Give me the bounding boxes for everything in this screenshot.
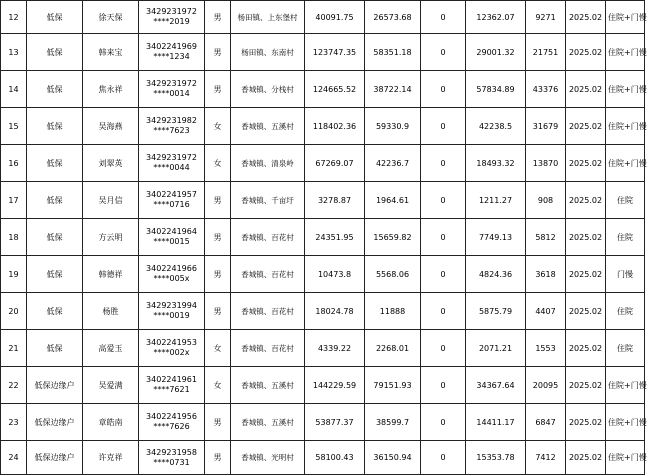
address-cell: 香城镇、分栈村 xyxy=(231,71,305,108)
person-name-cell: 吴月信 xyxy=(83,182,139,219)
id-number-suffix: ****7621 xyxy=(153,385,190,394)
gender-cell: 男 xyxy=(205,219,231,256)
other-paid-cell: 0 xyxy=(421,182,466,219)
insurance-paid-cell: 2268.01 xyxy=(365,330,421,367)
relief-amount-cell: 31679 xyxy=(526,108,566,145)
gender-cell: 男 xyxy=(205,34,231,71)
insurance-paid-cell: 42236.7 xyxy=(365,145,421,182)
self-paid-cell: 15353.78 xyxy=(466,441,526,475)
row-number-cell: 22 xyxy=(1,367,27,404)
relief-amount-cell: 4407 xyxy=(526,293,566,330)
row-number-cell: 15 xyxy=(1,108,27,145)
address-cell: 香城镇、百花村 xyxy=(231,330,305,367)
table-row xyxy=(1,367,645,404)
table-body xyxy=(1,1,645,475)
table-row xyxy=(1,256,645,293)
address-cell: 杨田镇、上东堡村 xyxy=(231,1,305,34)
gender-cell: 男 xyxy=(205,293,231,330)
month-cell: 2025.02 xyxy=(566,330,606,367)
self-paid-cell: 12362.07 xyxy=(466,1,526,34)
row-number-cell: 19 xyxy=(1,256,27,293)
id-number-cell xyxy=(139,293,205,330)
total-cost-cell: 144229.59 xyxy=(305,367,365,404)
relief-amount-cell: 20095 xyxy=(526,367,566,404)
self-paid-cell: 7749.13 xyxy=(466,219,526,256)
table-row xyxy=(1,404,645,441)
id-number-cell xyxy=(139,330,205,367)
insurance-paid-cell: 79151.93 xyxy=(365,367,421,404)
other-paid-cell: 0 xyxy=(421,108,466,145)
table-row xyxy=(1,441,645,475)
person-name-cell: 刘翠英 xyxy=(83,145,139,182)
category-cell: 低保 xyxy=(27,293,83,330)
relief-amount-cell: 9271 xyxy=(526,1,566,34)
self-paid-cell: 5875.79 xyxy=(466,293,526,330)
id-number-cell xyxy=(139,441,205,475)
insurance-paid-cell: 36150.94 xyxy=(365,441,421,475)
insurance-paid-cell: 38599.7 xyxy=(365,404,421,441)
relief-type-cell: 住院+门慢 xyxy=(606,34,645,71)
self-paid-cell: 14411.17 xyxy=(466,404,526,441)
person-name-cell: 高爱玉 xyxy=(83,330,139,367)
id-number-suffix: ****0731 xyxy=(153,457,190,467)
relief-amount-cell: 908 xyxy=(526,182,566,219)
id-number-prefix: 3402241966 xyxy=(146,264,197,273)
address-cell: 香城镇、百花村 xyxy=(231,219,305,256)
id-number-suffix: ****0019 xyxy=(153,311,190,320)
category-cell: 低保 xyxy=(27,330,83,367)
table-row xyxy=(1,330,645,367)
address-cell: 香城镇、五溪村 xyxy=(231,108,305,145)
relief-amount-cell: 5812 xyxy=(526,219,566,256)
month-cell: 2025.02 xyxy=(566,404,606,441)
id-number-cell xyxy=(139,404,205,441)
id-number-suffix: ****0716 xyxy=(153,200,190,209)
total-cost-cell: 24351.95 xyxy=(305,219,365,256)
table-row xyxy=(1,145,645,182)
month-cell: 2025.02 xyxy=(566,256,606,293)
gender-cell: 男 xyxy=(205,256,231,293)
month-cell: 2025.02 xyxy=(566,71,606,108)
other-paid-cell: 0 xyxy=(421,293,466,330)
category-cell: 低保 xyxy=(27,256,83,293)
id-number-prefix: 3429231982 xyxy=(146,116,197,125)
id-number-cell xyxy=(139,367,205,404)
address-cell: 香城镇、五溪村 xyxy=(231,367,305,404)
row-number-cell: 23 xyxy=(1,404,27,441)
relief-type-cell: 住院+门慢 xyxy=(606,71,645,108)
self-paid-cell: 29001.32 xyxy=(466,34,526,71)
id-number-cell xyxy=(139,219,205,256)
insurance-paid-cell: 1964.61 xyxy=(365,182,421,219)
relief-type-cell: 住院+门慢 xyxy=(606,108,645,145)
person-name-cell: 韩来宝 xyxy=(83,34,139,71)
gender-cell: 女 xyxy=(205,330,231,367)
gender-cell: 男 xyxy=(205,404,231,441)
person-name-cell: 韩德祥 xyxy=(83,256,139,293)
id-number-suffix: ****7623 xyxy=(153,126,190,135)
total-cost-cell: 10473.8 xyxy=(305,256,365,293)
relief-type-cell: 住院 xyxy=(606,182,645,219)
id-number-prefix: 3429231994 xyxy=(146,301,197,310)
id-number-prefix: 3402241964 xyxy=(146,227,197,236)
category-cell: 低保边缘户 xyxy=(27,404,83,441)
address-cell: 香城镇、千亩圩 xyxy=(231,182,305,219)
row-number-cell: 14 xyxy=(1,71,27,108)
insurance-paid-cell: 11888 xyxy=(365,293,421,330)
address-cell: 香城镇、百花村 xyxy=(231,256,305,293)
id-number-suffix: ****0014 xyxy=(153,89,190,98)
row-number-cell: 12 xyxy=(1,1,27,34)
month-cell: 2025.02 xyxy=(566,34,606,71)
other-paid-cell: 0 xyxy=(421,404,466,441)
address-cell: 香城镇、五溪村 xyxy=(231,404,305,441)
gender-cell: 女 xyxy=(205,367,231,404)
category-cell: 低保 xyxy=(27,145,83,182)
relief-type-cell: 住院+门慢 xyxy=(606,367,645,404)
total-cost-cell: 3278.87 xyxy=(305,182,365,219)
gender-cell: 男 xyxy=(205,71,231,108)
self-paid-cell: 1211.27 xyxy=(466,182,526,219)
person-name-cell: 许克祥 xyxy=(83,441,139,475)
category-cell: 低保边缘户 xyxy=(27,367,83,404)
other-paid-cell: 0 xyxy=(421,441,466,475)
insurance-paid-cell: 59330.9 xyxy=(365,108,421,145)
table-row xyxy=(1,108,645,145)
month-cell: 2025.02 xyxy=(566,293,606,330)
relief-type-cell: 住院 xyxy=(606,219,645,256)
id-number-cell xyxy=(139,145,205,182)
row-number-cell: 24 xyxy=(1,441,27,475)
id-number-cell xyxy=(139,108,205,145)
relief-type-cell: 住院+门慢 xyxy=(606,145,645,182)
person-name-cell: 吴爱满 xyxy=(83,367,139,404)
id-number-prefix: 3402241961 xyxy=(146,375,197,384)
relief-type-cell: 门慢 xyxy=(606,256,645,293)
table-row xyxy=(1,182,645,219)
gender-cell: 男 xyxy=(205,1,231,34)
address-cell: 杨田镇、东南村 xyxy=(231,34,305,71)
other-paid-cell: 0 xyxy=(421,219,466,256)
address-cell: 香城镇、光明村 xyxy=(231,441,305,475)
relief-amount-cell: 1553 xyxy=(526,330,566,367)
gender-cell: 男 xyxy=(205,182,231,219)
relief-type-cell: 住院+门慢 xyxy=(606,1,645,34)
total-cost-cell: 4339.22 xyxy=(305,330,365,367)
relief-type-cell: 住院+门慢 xyxy=(606,404,645,441)
row-number-cell: 18 xyxy=(1,219,27,256)
person-name-cell: 焦永祥 xyxy=(83,71,139,108)
month-cell: 2025.02 xyxy=(566,367,606,404)
category-cell: 低保 xyxy=(27,108,83,145)
relief-amount-cell: 3618 xyxy=(526,256,566,293)
gender-cell: 男 xyxy=(205,441,231,475)
month-cell: 2025.02 xyxy=(566,441,606,475)
table-row xyxy=(1,293,645,330)
self-paid-cell: 34367.64 xyxy=(466,367,526,404)
total-cost-cell: 118402.36 xyxy=(305,108,365,145)
id-number-prefix: 3402241953 xyxy=(146,338,197,347)
total-cost-cell: 124665.52 xyxy=(305,71,365,108)
other-paid-cell: 0 xyxy=(421,256,466,293)
id-number-suffix: ****005x xyxy=(153,274,190,283)
self-paid-cell: 57834.89 xyxy=(466,71,526,108)
self-paid-cell: 4824.36 xyxy=(466,256,526,293)
id-number-suffix: ****7626 xyxy=(153,422,190,431)
row-number-cell: 21 xyxy=(1,330,27,367)
relief-type-cell: 住院 xyxy=(606,330,645,367)
relief-amount-cell: 21751 xyxy=(526,34,566,71)
id-number-prefix: 3429231972 xyxy=(146,7,197,16)
month-cell: 2025.02 xyxy=(566,1,606,34)
row-number-cell: 16 xyxy=(1,145,27,182)
other-paid-cell: 0 xyxy=(421,367,466,404)
relief-amount-cell: 13870 xyxy=(526,145,566,182)
relief-amount-cell: 6847 xyxy=(526,404,566,441)
insurance-paid-cell: 26573.68 xyxy=(365,1,421,34)
id-number-prefix: 3429231972 xyxy=(146,153,197,162)
month-cell: 2025.02 xyxy=(566,145,606,182)
table-row xyxy=(1,1,645,34)
id-number-prefix: 3402241957 xyxy=(146,190,197,199)
id-number-suffix: ****0015 xyxy=(153,237,190,246)
total-cost-cell: 67269.07 xyxy=(305,145,365,182)
id-number-cell xyxy=(139,1,205,34)
total-cost-cell: 123747.35 xyxy=(305,34,365,71)
self-paid-cell: 18493.32 xyxy=(466,145,526,182)
total-cost-cell: 53877.37 xyxy=(305,404,365,441)
insurance-paid-cell: 15659.82 xyxy=(365,219,421,256)
id-number-suffix: ****0044 xyxy=(153,163,190,172)
total-cost-cell: 40091.75 xyxy=(305,1,365,34)
other-paid-cell: 0 xyxy=(421,330,466,367)
relief-amount-cell: 7412 xyxy=(526,441,566,475)
relief-type-cell: 住院 xyxy=(606,293,645,330)
id-number-cell xyxy=(139,256,205,293)
gender-cell: 女 xyxy=(205,108,231,145)
other-paid-cell: 0 xyxy=(421,34,466,71)
row-number-cell: 13 xyxy=(1,34,27,71)
id-number-prefix: 3429231958 xyxy=(146,447,197,457)
month-cell: 2025.02 xyxy=(566,219,606,256)
address-cell: 香城镇、清泉岭 xyxy=(231,145,305,182)
id-number-suffix: ****2019 xyxy=(153,17,190,26)
category-cell: 低保 xyxy=(27,34,83,71)
self-paid-cell: 2071.21 xyxy=(466,330,526,367)
id-number-prefix: 3402241969 xyxy=(146,42,197,51)
total-cost-cell: 58100.43 xyxy=(305,441,365,475)
person-name-cell: 杨胜 xyxy=(83,293,139,330)
table-row xyxy=(1,34,645,71)
id-number-prefix: 3402241956 xyxy=(146,412,197,421)
relief-type-cell: 住院+门慢 xyxy=(606,441,645,475)
id-number-suffix: ****1234 xyxy=(153,52,190,61)
table-row xyxy=(1,219,645,256)
person-name-cell: 方云明 xyxy=(83,219,139,256)
id-number-prefix: 3429231972 xyxy=(146,79,197,88)
total-cost-cell: 18024.78 xyxy=(305,293,365,330)
id-number-cell xyxy=(139,71,205,108)
table-row xyxy=(1,71,645,108)
person-name-cell: 徐天保 xyxy=(83,1,139,34)
gender-cell: 女 xyxy=(205,145,231,182)
person-name-cell: 章皓南 xyxy=(83,404,139,441)
id-number-cell xyxy=(139,34,205,71)
insurance-paid-cell: 58351.18 xyxy=(365,34,421,71)
row-number-cell: 17 xyxy=(1,182,27,219)
category-cell: 低保 xyxy=(27,219,83,256)
month-cell: 2025.02 xyxy=(566,108,606,145)
category-cell: 低保边缘户 xyxy=(27,441,83,475)
other-paid-cell: 0 xyxy=(421,1,466,34)
insurance-paid-cell: 5568.06 xyxy=(365,256,421,293)
row-number-cell: 20 xyxy=(1,293,27,330)
other-paid-cell: 0 xyxy=(421,145,466,182)
self-paid-cell: 42238.5 xyxy=(466,108,526,145)
other-paid-cell: 0 xyxy=(421,71,466,108)
category-cell: 低保 xyxy=(27,182,83,219)
id-number-suffix: ****002x xyxy=(153,348,190,357)
month-cell: 2025.02 xyxy=(566,182,606,219)
id-number-cell xyxy=(139,182,205,219)
person-name-cell: 吴海燕 xyxy=(83,108,139,145)
relief-amount-cell: 43376 xyxy=(526,71,566,108)
category-cell: 低保 xyxy=(27,71,83,108)
address-cell: 香城镇、百花村 xyxy=(231,293,305,330)
insurance-paid-cell: 38722.14 xyxy=(365,71,421,108)
category-cell: 低保 xyxy=(27,1,83,34)
